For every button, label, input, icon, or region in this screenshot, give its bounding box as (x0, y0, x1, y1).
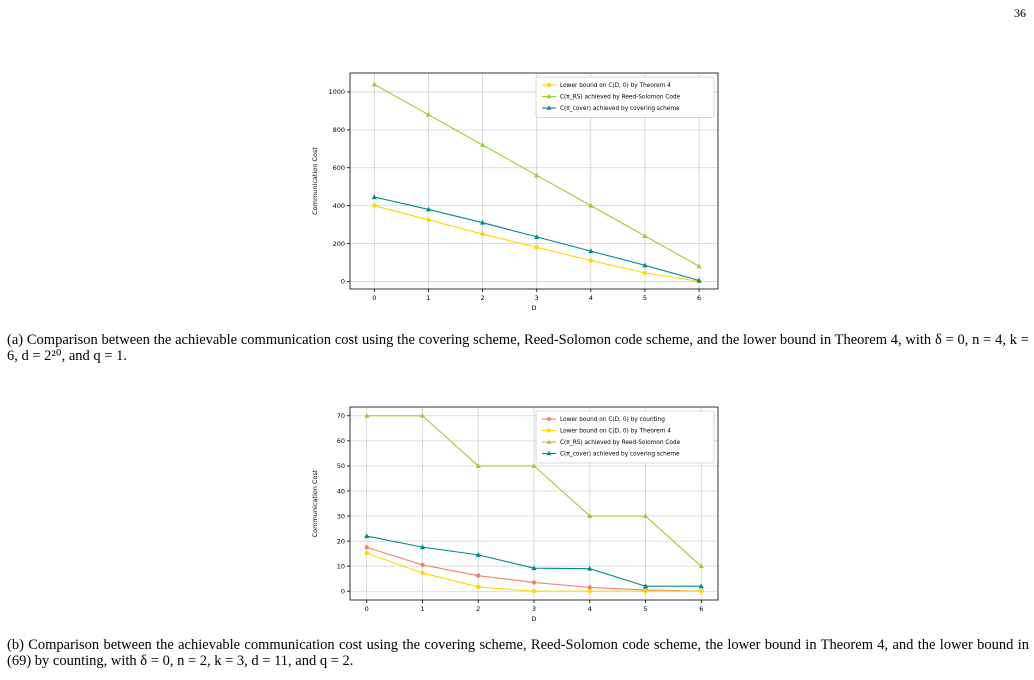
fig-b-legend-label: Lower bound on C(D, 0) by counting (560, 417, 665, 424)
fig-b-y-tick-label: 50 (336, 462, 345, 471)
fig-a-y-tick-label: 400 (332, 201, 345, 210)
fig-a-data-point (372, 82, 377, 87)
fig-b-x-tick-label: 5 (643, 605, 648, 613)
fig-a-data-point (426, 218, 430, 222)
fig-b-legend-label: Lower bound on C(D, 0) by Theorem 4 (560, 428, 671, 435)
figure-b-caption-text: (b) Comparison between the achievable communication cost using the covering scheme, Reed-Solomon code scheme, the lower bound in Theorem 4, and the lower bound in (69) by counting, with δ = 0, n = 2, k = 3, d = 11, and q = 2. (7, 637, 1029, 669)
fig-a-x-tick-label: 1 (426, 294, 431, 302)
fig-a-legend-label: C(π_cover) achieved by covering scheme (560, 106, 680, 113)
fig-b-y-tick-label: 40 (336, 487, 345, 496)
fig-b-legend-label: C(π_cover) achieved by covering scheme (560, 451, 680, 458)
fig-a-y-tick-label: 0 (340, 277, 345, 286)
fig-b-legend-swatch-marker (547, 417, 551, 421)
fig-b-x-tick-label: 2 (476, 605, 481, 613)
fig-a-y-axis-label: Communication Cost (311, 147, 319, 215)
fig-a-data-point (643, 271, 647, 275)
page-number: 36 (1014, 6, 1026, 20)
figure-b-chart (305, 405, 725, 635)
fig-a-y-tick-label: 1000 (328, 88, 345, 97)
fig-a-data-point (372, 203, 376, 207)
fig-a-legend-label: Lower bound on C(D, 0) by Theorem 4 (560, 83, 671, 90)
fig-b-x-tick-label: 6 (699, 605, 704, 613)
fig-b-data-point (643, 589, 647, 593)
figure-a-caption (7, 332, 1029, 364)
fig-b-data-point (588, 589, 592, 593)
fig-b-y-tick-label: 0 (340, 587, 345, 596)
fig-b-x-tick-label: 4 (587, 605, 592, 613)
figure-a-caption-text: (a) Comparison between the achievable communication cost using the covering scheme, Reed-Solomon code scheme, and the lower bound in Theorem 4, with δ = 0, n = 4, k = 6, d = 2²⁰, and q = 1. (7, 332, 1029, 364)
fig-a-y-tick-label: 800 (332, 126, 345, 135)
fig-a-data-point (372, 194, 377, 199)
fig-b-y-tick-label: 70 (336, 412, 345, 421)
fig-b-data-point (420, 563, 424, 567)
fig-b-data-point (365, 551, 369, 555)
fig-b-data-point (476, 573, 480, 577)
fig-a-data-point (480, 232, 484, 236)
fig-a-data-point (589, 258, 593, 262)
fig-a-x-tick-label: 2 (480, 294, 485, 302)
fig-b-x-tick-label: 0 (364, 605, 369, 613)
fig-a-x-tick-label: 0 (372, 294, 377, 302)
fig-b-y-tick-label: 60 (336, 437, 345, 446)
fig-b-y-axis-label: Communication Cost (311, 469, 319, 538)
fig-b-y-tick-label: 30 (336, 512, 345, 521)
fig-b-x-tick-label: 1 (420, 605, 425, 613)
fig-b-data-point (476, 585, 480, 589)
fig-b-x-tick-label: 3 (531, 605, 537, 613)
figure-a-chart (305, 70, 725, 310)
fig-a-x-tick-label: 3 (534, 294, 539, 302)
fig-a-legend-swatch-marker (547, 83, 551, 87)
fig-a-x-tick-label: 6 (696, 294, 702, 302)
fig-b-data-point (365, 545, 369, 549)
fig-b-x-axis-label: D (531, 615, 537, 623)
fig-b-y-tick-label: 20 (336, 537, 345, 546)
fig-a-x-tick-label: 5 (642, 294, 648, 302)
figure-b-caption (7, 637, 1029, 669)
fig-b-data-point (532, 589, 536, 593)
fig-a-legend-label: C(π_RS) achieved by Reed-Solomon Code (560, 94, 681, 101)
fig-b-data-point (364, 533, 369, 538)
fig-b-legend-label: C(π_RS) achieved by Reed-Solomon Code (560, 440, 681, 447)
fig-a-y-tick-label: 600 (332, 164, 345, 173)
fig-b-data-point (699, 589, 703, 593)
fig-a-x-tick-label: 4 (588, 294, 593, 302)
fig-a-data-point (535, 245, 539, 249)
fig-a-y-tick-label: 200 (332, 239, 345, 248)
fig-a-x-axis-label: D (531, 304, 537, 310)
fig-b-y-tick-label: 10 (336, 562, 345, 571)
fig-b-data-point (420, 571, 424, 575)
fig-b-data-point (532, 580, 536, 584)
fig-b-data-point (588, 585, 592, 589)
fig-b-legend-swatch-marker (547, 429, 551, 433)
